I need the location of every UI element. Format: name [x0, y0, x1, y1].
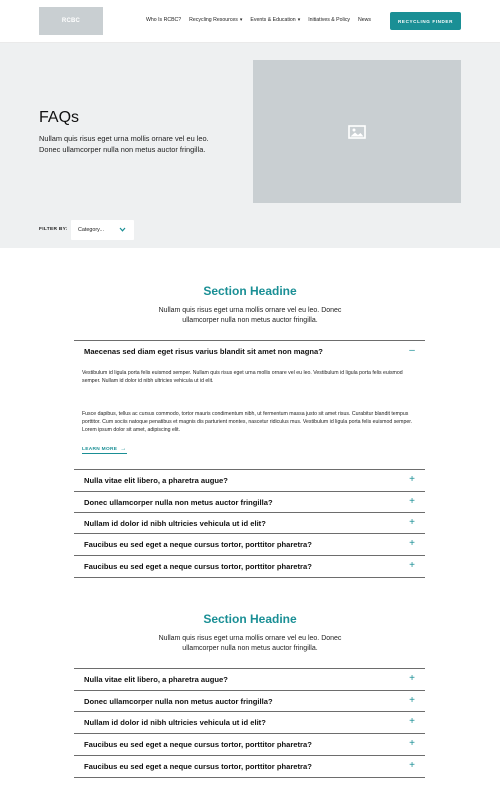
filter-selected-value: Category... — [78, 227, 104, 233]
plus-icon[interactable]: + — [409, 673, 415, 684]
faq-question: Faucibus eu sed eget a neque cursus tortor, porttitor pharetra? — [84, 562, 312, 571]
image-placeholder-icon — [348, 125, 366, 139]
faq-item[interactable] — [74, 668, 425, 690]
site-logo[interactable]: RCBC — [39, 7, 103, 35]
faq-item[interactable] — [74, 469, 425, 491]
faq-question: Faucibus eu sed eget a neque cursus tortor, porttitor pharetra? — [84, 740, 312, 749]
site-header — [0, 0, 500, 43]
nav-item-recycling-resources[interactable]: Recycling Resources ▾ — [189, 17, 243, 23]
filter-label: FILTER BY: — [39, 227, 68, 232]
nav-item-initiatives-policy[interactable]: Initiatives & Policy — [308, 17, 351, 23]
faq-question: Nulla vitae elit libero, a pharetra augue? — [84, 675, 228, 684]
nav-item-events-education[interactable]: Events & Education ▾ — [250, 17, 301, 23]
faq-question: Faucibus eu sed eget a neque cursus tortor, porttitor pharetra? — [84, 762, 312, 771]
hero-section — [0, 43, 500, 248]
faq-item[interactable] — [74, 512, 425, 534]
plus-icon[interactable]: + — [409, 695, 415, 706]
minus-icon[interactable]: – — [409, 345, 415, 356]
nav-item-news[interactable]: News — [358, 17, 372, 23]
faq-item-expanded[interactable] — [74, 340, 425, 362]
faq-item[interactable] — [74, 755, 425, 777]
section-heading: Section Headine — [203, 284, 297, 298]
learn-more-link[interactable]: LEARN MORE → — [82, 446, 127, 452]
arrow-right-icon: → — [120, 446, 127, 452]
faq-question: Nullam id dolor id nibh ultricies vehicula ut id elit? — [84, 519, 266, 528]
faq-item[interactable] — [74, 733, 425, 755]
category-filter-select[interactable] — [71, 220, 134, 240]
main-nav — [146, 17, 379, 23]
section-heading: Section Headine — [203, 612, 297, 626]
hero-image-placeholder — [253, 60, 461, 203]
plus-icon[interactable]: + — [409, 760, 415, 771]
faq-question: Faucibus eu sed eget a neque cursus tortor, porttitor pharetra? — [84, 540, 312, 549]
faq-question: Nullam id dolor id nibh ultricies vehicula ut id elit? — [84, 718, 266, 727]
chevron-down-icon — [119, 226, 126, 233]
section-subtitle: Nullam quis risus eget urna mollis ornare vel eu leo. Donec ullamcorper nulla non metus auctor fringilla. — [158, 307, 342, 324]
section-subtitle: Nullam quis risus eget urna mollis ornare vel eu leo. Donec ullamcorper nulla non metus auctor fringilla. — [158, 635, 342, 652]
nav-item-who-is-rcbc[interactable]: Who Is RCBC? — [146, 17, 182, 23]
faq-question: Maecenas sed diam eget risus varius blandit sit amet non magna? — [84, 347, 323, 356]
faq-item[interactable] — [74, 491, 425, 513]
recycling-finder-button[interactable]: RECYCLING FINDER — [390, 12, 461, 30]
faq-item[interactable] — [74, 555, 425, 577]
plus-icon[interactable]: + — [409, 474, 415, 485]
caret-down-icon: ▾ — [239, 17, 243, 23]
faq-item[interactable] — [74, 711, 425, 733]
plus-icon[interactable]: + — [409, 716, 415, 727]
divider — [74, 577, 425, 578]
faq-item[interactable] — [74, 690, 425, 712]
faq-question: Donec ullamcorper nulla non metus auctor fringilla? — [84, 697, 273, 706]
page-title: FAQs — [39, 109, 80, 126]
plus-icon[interactable]: + — [409, 496, 415, 507]
plus-icon[interactable]: + — [409, 738, 415, 749]
plus-icon[interactable]: + — [409, 560, 415, 571]
hero-subtitle: Nullam quis risus eget urna mollis ornare vel eu leo. Donec ullamcorper nulla non metus auctor fringilla. — [39, 134, 209, 154]
faq-answer-paragraph: Vestibulum id ligula porta felis euismod semper. Nullam quis risus eget urna mollis ornare vel eu leo. Vestibulum id ligula porta felis euismod semper. Nullam id dolor id nibh ultricies vehicula ut id elit. — [82, 370, 403, 385]
plus-icon[interactable]: + — [409, 538, 415, 549]
divider — [74, 777, 425, 778]
faq-question: Nulla vitae elit libero, a pharetra augue? — [84, 476, 228, 485]
faq-answer-paragraph: Fusce dapibus, tellus ac cursus commodo, tortor mauris condimentum nibh, ut fermentum massa justo sit amet risus. Curabitur blandit tempus porttitor. Cum sociis natoque penatibus et magnis dis parturient montes, nascetur ridiculus mus. Vestibulum id ligula porta felis euismod semper. Lorem ipsum dolor sit amet, adipiscing elit. — [82, 411, 413, 434]
caret-down-icon: ▾ — [297, 17, 301, 23]
faq-item[interactable] — [74, 533, 425, 555]
plus-icon[interactable]: + — [409, 517, 415, 528]
faq-question: Donec ullamcorper nulla non metus auctor fringilla? — [84, 498, 273, 507]
